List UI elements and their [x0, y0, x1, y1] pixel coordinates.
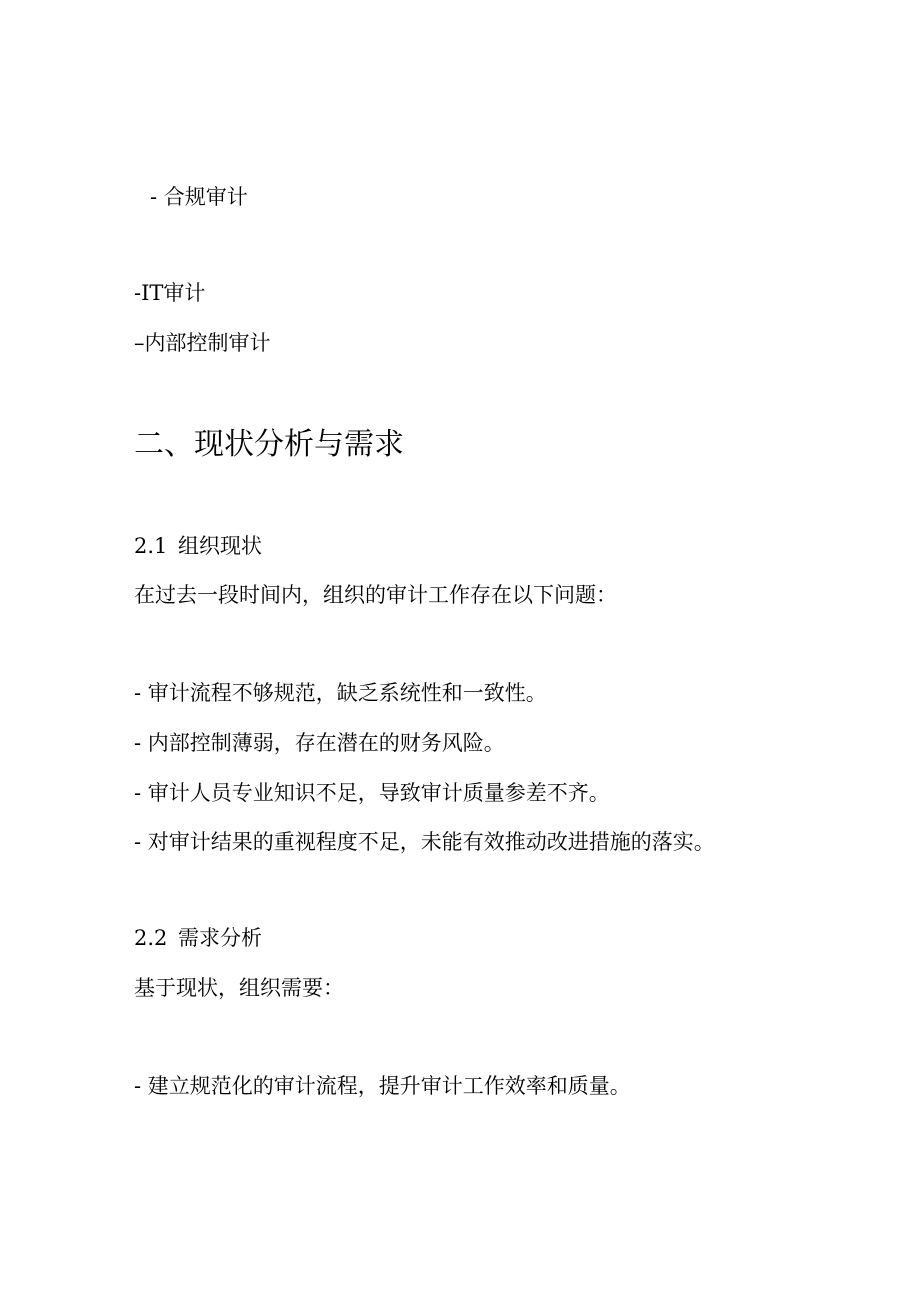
audit-type-item-it: -IT审计	[134, 281, 206, 305]
subsection-2-2-heading	[134, 924, 262, 952]
subsection-2-1-intro: 在过去一段时间内，组织的审计工作存在以下问题：	[134, 583, 617, 607]
subsection-title: 组织现状	[178, 534, 262, 558]
subsection-title: 需求分析	[178, 926, 262, 950]
subsection-2-1-heading	[134, 532, 262, 560]
audit-type-item-internal-control: –内部控制审计	[134, 331, 271, 355]
subsection-number: 2.1	[134, 534, 168, 558]
section-two-heading: 二、现状分析与需求	[134, 427, 404, 462]
issue-bullet-1: - 审计流程不够规范，缺乏系统性和一致性。	[134, 681, 547, 705]
issue-bullet-4: - 对审计结果的重视程度不足，未能有效推动改进措施的落实。	[134, 830, 715, 854]
subsection-number: 2.2	[134, 926, 168, 950]
issue-bullet-3: - 审计人员专业知识不足，导致审计质量参差不齐。	[134, 781, 610, 805]
need-bullet-1: - 建立规范化的审计流程，提升审计工作效率和质量。	[134, 1074, 631, 1098]
subsection-2-2-intro: 基于现状，组织需要：	[134, 976, 344, 1000]
audit-type-item-compliance: - 合规审计	[150, 185, 248, 209]
issue-bullet-2: - 内部控制薄弱，存在潜在的财务风险。	[134, 731, 505, 755]
